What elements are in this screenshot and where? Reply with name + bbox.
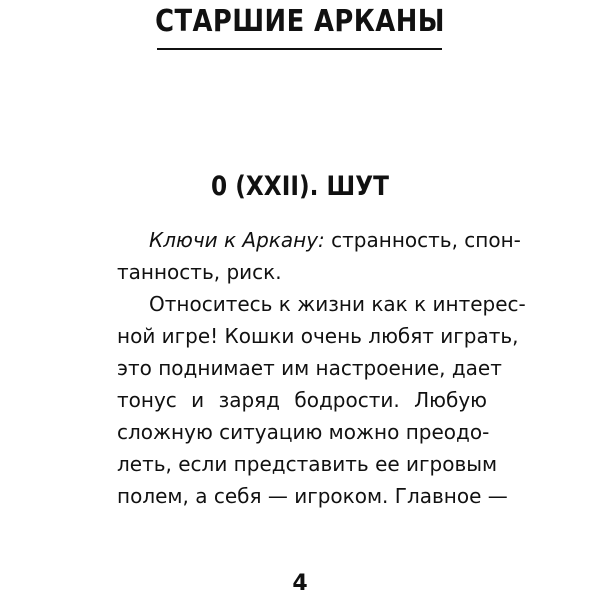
body-text xyxy=(117,224,526,512)
keys-text: странность, спон- xyxy=(324,228,521,252)
paragraph-line: ной игре! Кошки очень любят играть, xyxy=(117,324,519,348)
paragraph-line: сложную ситуацию можно преодо- xyxy=(117,420,490,444)
keys-line-1 xyxy=(117,224,521,256)
title-underline xyxy=(157,48,442,50)
keys-line-2: танность, риск. xyxy=(117,260,282,284)
arcana-title: 0 (XXII). ШУТ xyxy=(211,171,389,202)
paragraph-line: полем, а себя — игроком. Главное — xyxy=(117,484,508,508)
paragraph-line: Относитесь к жизни как к интерес- xyxy=(149,292,526,316)
paragraph-line: это поднимает им настроение, дает xyxy=(117,356,502,380)
paragraph-line: леть, если представить ее игровым xyxy=(117,452,498,476)
page-number: 4 xyxy=(292,571,308,596)
section-title: СТАРШИЕ АРКАНЫ xyxy=(155,4,445,39)
keys-label: Ключи к Аркану: xyxy=(149,228,325,252)
paragraph-line: тонус и заряд бодрости. Любую xyxy=(117,388,487,412)
